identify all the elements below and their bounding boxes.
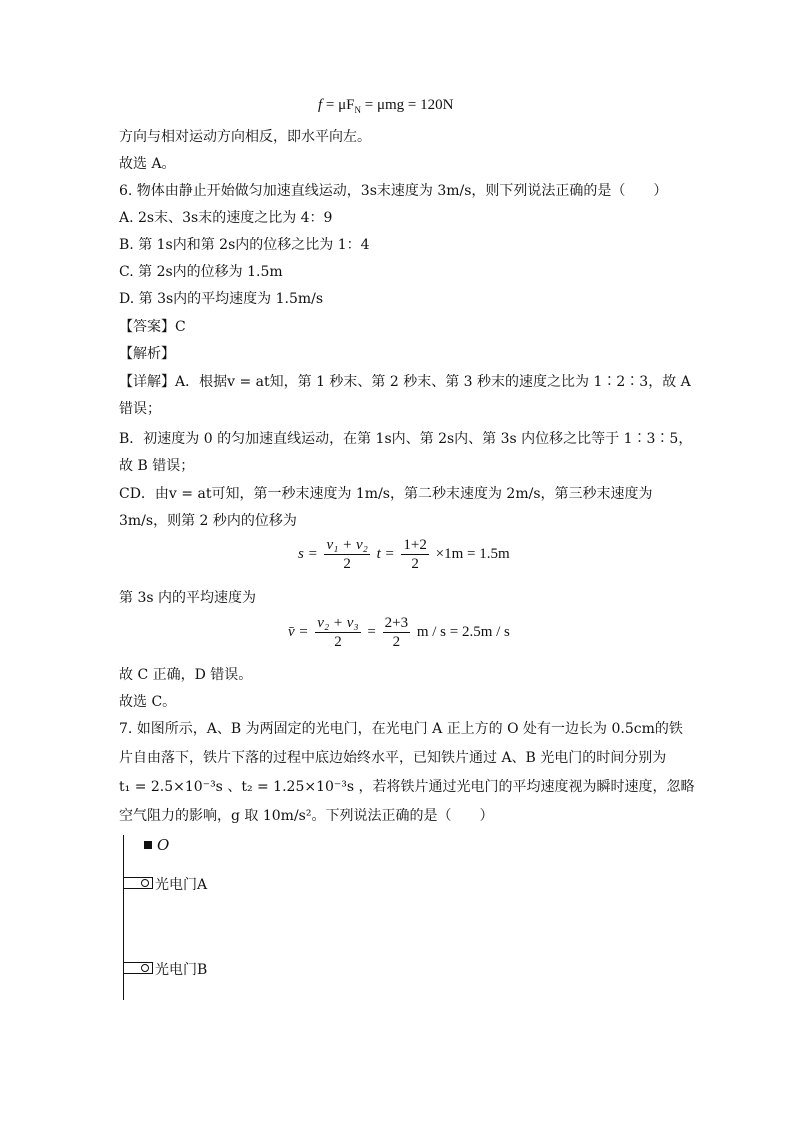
fraction (324, 536, 369, 573)
formula-rhs: m / s = 2.5m / s (416, 623, 510, 640)
iron-piece (144, 841, 152, 849)
photogate-b (123, 962, 153, 974)
fraction-num: 1+2 (403, 537, 427, 553)
question-6: 6. 物体由静止开始做匀加速直线运动，3s末速度为 3m/s，则下列说法正确的是（ ） (119, 183, 668, 199)
fraction (315, 614, 360, 651)
formula-lhs: s = (298, 545, 318, 562)
fraction-den: 2 (411, 556, 419, 572)
sensor-icon (141, 879, 149, 887)
point-o-label: O (157, 836, 170, 854)
fraction (383, 614, 410, 651)
fraction-num: 2+3 (384, 615, 409, 631)
question-7: 片自由落下，铁片下落的过程中底边始终水平，已知铁片通过 A、B 光电门的时间分别为 (119, 750, 667, 766)
photogate-a-label: 光电门A (155, 877, 208, 893)
detail-line: CD．由v = at可知，第一秒末速度为 1m/s，第二秒末速度为 2m/s，第三秒末速度为 (119, 486, 653, 502)
displacement-formula (298, 536, 510, 573)
detail-line: 错误； (119, 401, 161, 417)
detail-line: 3m/s，则第 2 秒内的位移为 (119, 513, 297, 529)
fraction-den: 2 (392, 634, 401, 650)
formula-mid: = (367, 623, 376, 640)
analysis-label: 【解析】 (119, 346, 175, 362)
friction-sub: N (354, 105, 362, 115)
answer-label: 【答案】C (119, 319, 186, 335)
photogate-b-label: 光电门B (155, 962, 208, 978)
sensor-icon (141, 964, 149, 972)
vertical-rail (123, 835, 124, 1000)
friction-eq2: = μmg = 120N (364, 97, 454, 113)
friction-formula (318, 97, 453, 115)
formula-rhs: ×1m = 1.5m (435, 545, 510, 562)
formula-lhs: v̄ = (288, 623, 309, 640)
text-line: 故选 C。 (119, 694, 177, 710)
detail-line: 【详解】A．根据v = at知，第 1 秒末、第 2 秒末、第 3 秒末的速度之比为 1∶2∶3，故 A (119, 374, 691, 390)
text-line: 第 3s 内的平均速度为 (119, 590, 256, 606)
fraction-den: 2 (334, 634, 342, 650)
fraction-num: v₂ + v₃ (317, 615, 359, 631)
friction-eq1: = μF (325, 97, 355, 113)
question-7: 空气阻力的影响，g 取 10m/s²。下列说法正确的是（ ） (119, 808, 494, 824)
text-line: 方向与相对运动方向相反，即水平向左。 (119, 129, 371, 145)
velocity-formula (288, 614, 510, 651)
fraction (401, 536, 428, 573)
option-b: B. 第 1s内和第 2s内的位移之比为 1：4 (119, 237, 370, 253)
question-7: 7. 如图所示，A、B 为两固定的光电门，在光电门 A 正上方的 O 处有一边长为 0.5cm的铁 (119, 721, 683, 737)
text-line: 故选 A。 (119, 156, 176, 172)
formula-mid: t = (376, 545, 395, 562)
detail-line: 故 B 错误； (119, 458, 195, 474)
option-a: A. 2s末、3s末的速度之比为 4：9 (119, 210, 333, 226)
question-7: t₁ = 2.5×10⁻³s 、t₂ = 1.25×10⁻³s ，若将铁片通过光电门的平均速度视为瞬时速度，忽略 (119, 779, 695, 795)
photogate-diagram (119, 835, 339, 1005)
photogate-a (123, 877, 153, 889)
text-line: 故 C 正确，D 错误。 (119, 667, 253, 683)
fraction-den: 2 (343, 556, 351, 572)
fraction-num: v₁ + v₂ (326, 537, 368, 553)
option-d: D. 第 3s内的平均速度为 1.5m/s (119, 291, 324, 307)
friction-symbol: f (318, 97, 323, 113)
option-c: C. 第 2s内的位移为 1.5m (119, 264, 283, 280)
detail-line: B．初速度为 0 的匀加速直线运动，在第 1s内、第 2s内、第 3s 内位移之比等于 1∶3∶5， (119, 431, 693, 447)
